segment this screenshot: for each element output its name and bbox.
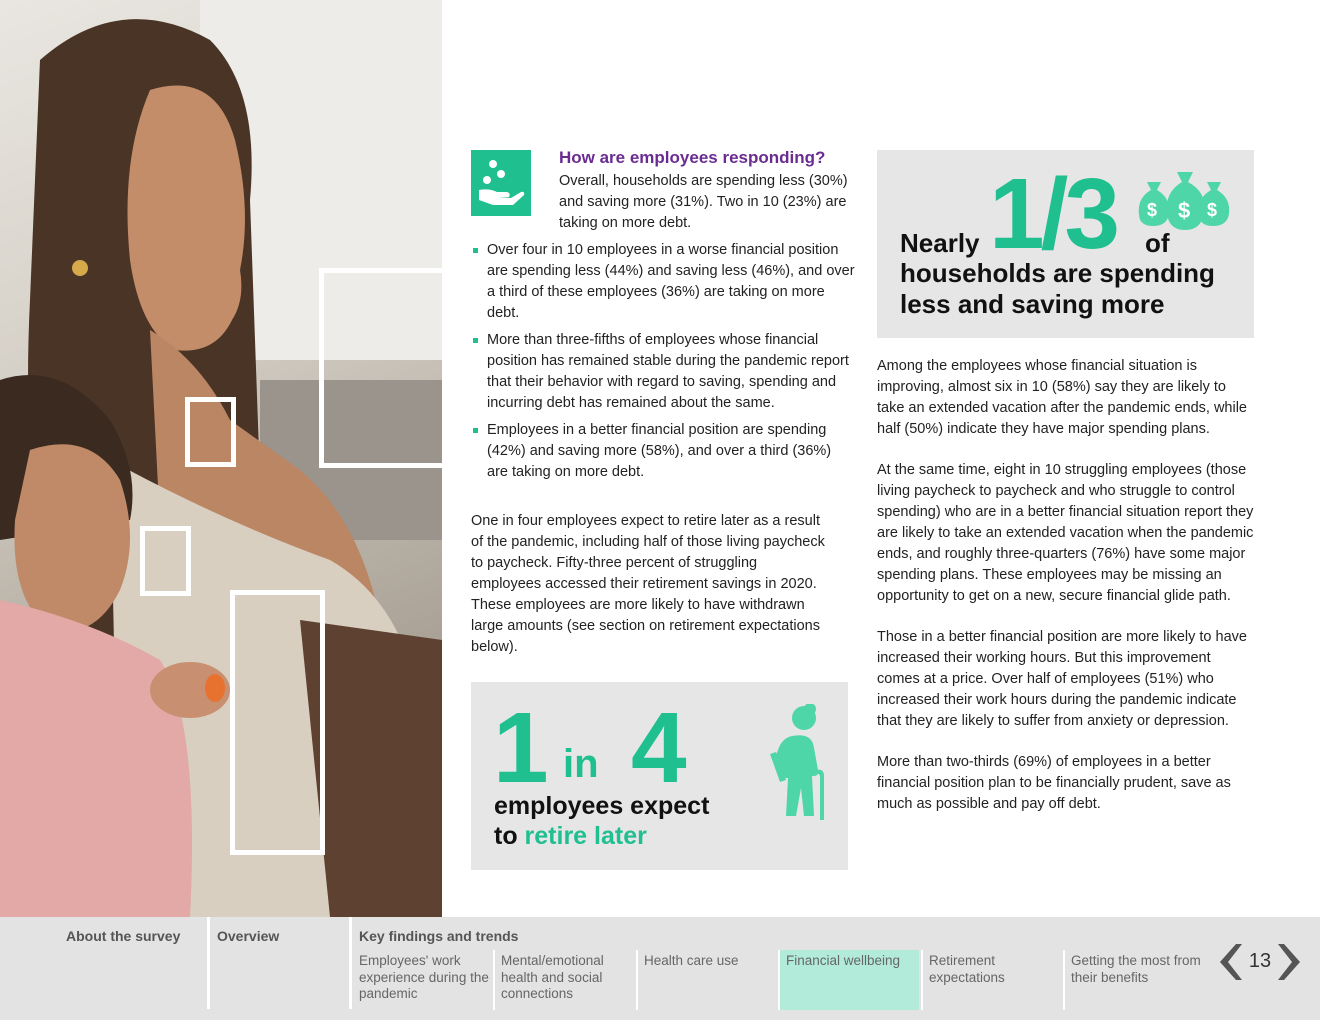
- nav-sub-mental-health[interactable]: [493, 950, 633, 1010]
- nav-sub-label: Financial wellbeing: [786, 953, 901, 968]
- nav-divider: [207, 917, 210, 1009]
- nav-sub-work-experience[interactable]: [351, 950, 491, 1010]
- nav-about-survey[interactable]: About the survey: [66, 928, 181, 944]
- nav-sub-label: Mental/emotional health and social connections: [501, 953, 604, 1001]
- right-column-text: [877, 356, 1255, 835]
- stat-number-one: 1: [493, 692, 546, 804]
- paragraph: At the same time, eight in 10 struggling employees (those living paycheck to paycheck and who struggle to control spending) who are in a better financial situation report they are likely to take an extended vacation when the pandemic ends, and roughly three-quarters (76%) have some major spending plans. These employees may be missing an opportunity to get on a new, secure financial glide path.: [877, 462, 1254, 604]
- stat-word-of: of: [1145, 228, 1170, 258]
- section-heading: How are employees responding?: [559, 148, 826, 167]
- stat-number-four: 4: [631, 692, 687, 804]
- nav-sub-label: Retirement expectations: [929, 953, 1005, 985]
- nav-sub-financial-wellbeing[interactable]: [778, 950, 919, 1010]
- footer-navigation: [0, 917, 1320, 1020]
- stat-callout-households: [877, 150, 1254, 338]
- nav-sub-label: Health care use: [644, 953, 739, 968]
- svg-text:$: $: [1207, 200, 1218, 220]
- money-bags-icon: [1137, 164, 1237, 234]
- stat-caption-line1: employees expect: [494, 792, 710, 820]
- paragraph: Among the employees whose financial situation is improving, almost six in 10 (58%) say they are likely to take an extended vacation after the pandemic ends, while half (50%) indicate they have major spending plans.: [877, 358, 1247, 437]
- section-intro: Overall, households are spending less (30%) and saving more (31%). Two in 10 (23%) are taking on more debt.: [559, 173, 848, 231]
- nav-divider: [636, 950, 638, 1010]
- stat-callout-retire-later: [471, 682, 848, 870]
- stat-caption-line2: [494, 822, 647, 851]
- paragraph: Those in a better financial position are more likely to have increased their working hours. But this improvement comes at a price. Over half of employees (51%) who increased their work hours during the pandemic indicate that they are likely to suffer from anxiety or depression.: [877, 629, 1247, 729]
- photo-frame-4: [230, 590, 325, 855]
- nav-sub-retirement-expectations[interactable]: [921, 950, 1061, 1010]
- nav-key-findings[interactable]: Key findings and trends: [359, 928, 519, 944]
- hand-with-coins-icon: [471, 150, 531, 216]
- nav-divider: [921, 950, 923, 1010]
- stat-caption-highlight: retire later: [524, 822, 647, 850]
- stat-caption: households are spending less and saving more: [900, 258, 1215, 319]
- page-pager: [1218, 942, 1302, 982]
- svg-text:$: $: [1147, 200, 1158, 220]
- svg-text:$: $: [1178, 198, 1191, 223]
- stat-caption-prefix: to: [494, 822, 525, 850]
- nav-sub-label: Employees' work experience during the pandemic: [359, 953, 489, 1001]
- photo-frame-3: [140, 526, 191, 596]
- list-item: More than three-fifths of employees whose financial position has remained stable during the pandemic report that their behavior with regard to saving, spending and incurring debt has remained about the same.: [471, 330, 856, 414]
- retirement-paragraph: One in four employees expect to retire later as a result of the pandemic, including half of those living paycheck to paycheck. Fifty-three percent of struggling employees accessed their retirement savings in 2020. These employees are more likely to have withdrawn large amounts (see section on retirement expectations below).: [471, 513, 825, 655]
- hero-photo: [0, 0, 442, 917]
- nav-divider: [1063, 950, 1065, 1010]
- stat-word-nearly: Nearly: [900, 228, 980, 258]
- photo-frame-2: [185, 397, 236, 467]
- nav-divider: [778, 950, 780, 1010]
- list-item: Employees in a better financial position are spending (42%) and saving more (58%), and over a third (36%) are taking on more debt.: [471, 420, 856, 483]
- list-item: Over four in 10 employees in a worse financial position are spending less (44%) and saving less (46%), and over a third of these employees (36%) are taking on more debt.: [471, 240, 856, 324]
- stat-fraction: 1/3: [989, 158, 1117, 270]
- nav-sub-getting-most-benefits[interactable]: [1063, 950, 1203, 1010]
- nav-sub-health-care-use[interactable]: [636, 950, 776, 1010]
- findings-list: [471, 240, 856, 489]
- nav-sub-label: Getting the most from their benefits: [1071, 953, 1201, 985]
- nav-overview[interactable]: Overview: [217, 928, 280, 944]
- stat-word-in: in: [563, 742, 599, 786]
- photo-frame-1: [319, 268, 442, 468]
- elderly-person-with-cane-icon: [766, 704, 830, 824]
- page-number: 13: [1248, 950, 1272, 972]
- nav-divider: [493, 950, 495, 1010]
- paragraph: More than two-thirds (69%) of employees in a better financial position plan to be financially prudent, save as much as possible and pay off debt.: [877, 754, 1231, 812]
